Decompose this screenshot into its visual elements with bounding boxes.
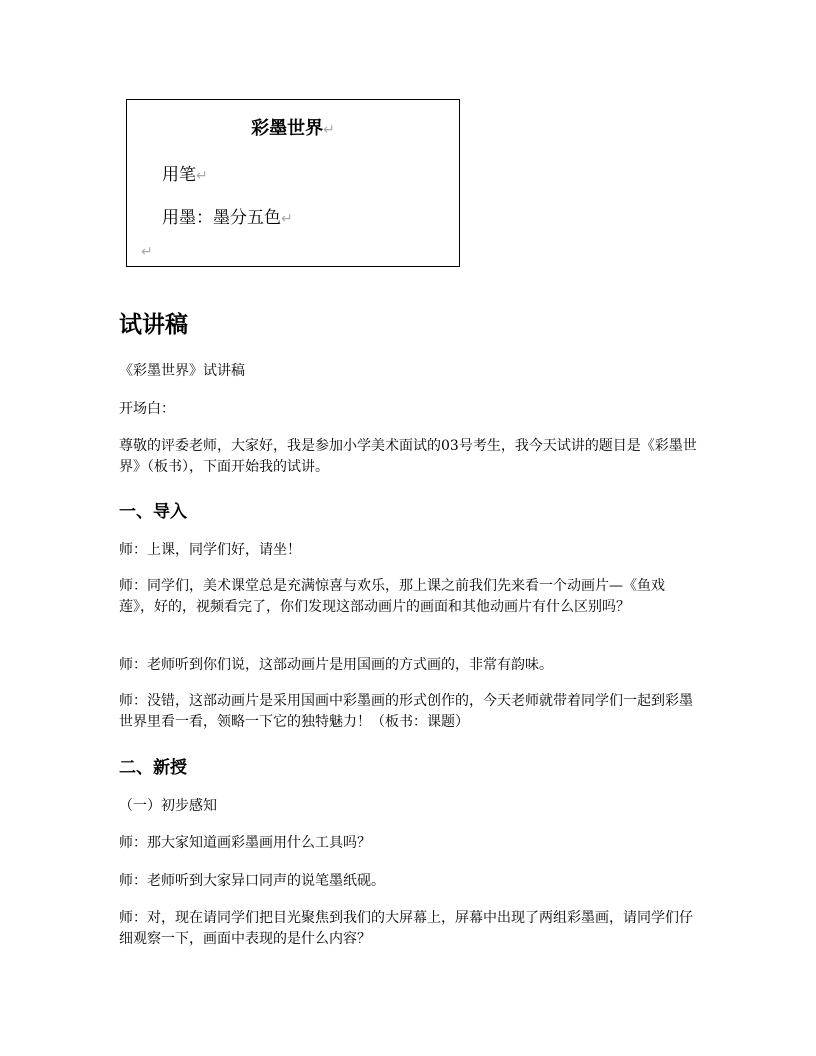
paragraph-mark-icon: ↵ [323,122,335,138]
board-line-brush [162,160,208,185]
opening-label: 开场白： [119,401,175,417]
paragraph: 师：同学们，美术课堂总是充满惊喜与欢乐，那上课之前我们先来看一个动画片—《鱼戏莲》，好的，视频看完了，你们发现这部动画片的画面和其他动画片有什么区别吗？ [119,578,665,615]
board-title-text: 彩墨世界 [251,118,324,139]
board-line-ink-text: 用墨：墨分五色 [162,208,281,228]
paragraph: 师：那大家知道画彩墨画用什么工具吗？ [119,835,371,851]
board-line-brush-text: 用笔 [162,165,196,185]
paragraph: 师：老师听到你们说，这部动画片是用国画的方式画的，非常有韵味。 [119,657,553,673]
paragraph: 师：没错，这部动画片是采用国画中彩墨画的形式创作的，今天老师就带着同学们一起到彩墨世界里看一看，领略一下它的独特魅力！（板书：课题） [119,693,693,730]
sub-heading: （一）初步感知 [119,798,217,814]
paragraph-mark-icon: ↵ [141,244,153,260]
paragraph: 师：对，现在请同学们把目光聚焦到我们的大屏幕上，屏幕中出现了两组彩墨画，请同学们仔细观察一下，画面中表现的是什么内容？ [119,910,693,947]
subtitle: 《彩墨世界》试讲稿 [119,363,245,379]
paragraph: 师：老师听到大家异口同声的说笔墨纸砚。 [119,873,385,889]
section-heading-new-lesson: 二、新授 [119,758,187,778]
page-title: 试讲稿 [119,312,188,338]
board-title [127,114,459,140]
section-heading-intro: 一、导入 [119,502,187,522]
blackboard-box [126,99,460,267]
paragraph: 师：上课，同学们好，请坐！ [119,542,301,558]
board-line-ink [162,203,293,228]
opening-text: 尊敬的评委老师，大家好，我是参加小学美术面试的03号考生，我今天试讲的题目是《彩墨世界》（板书），下面开始我的试讲。 [119,438,697,475]
paragraph-mark-icon: ↵ [281,211,293,227]
paragraph-mark-icon: ↵ [196,168,208,184]
